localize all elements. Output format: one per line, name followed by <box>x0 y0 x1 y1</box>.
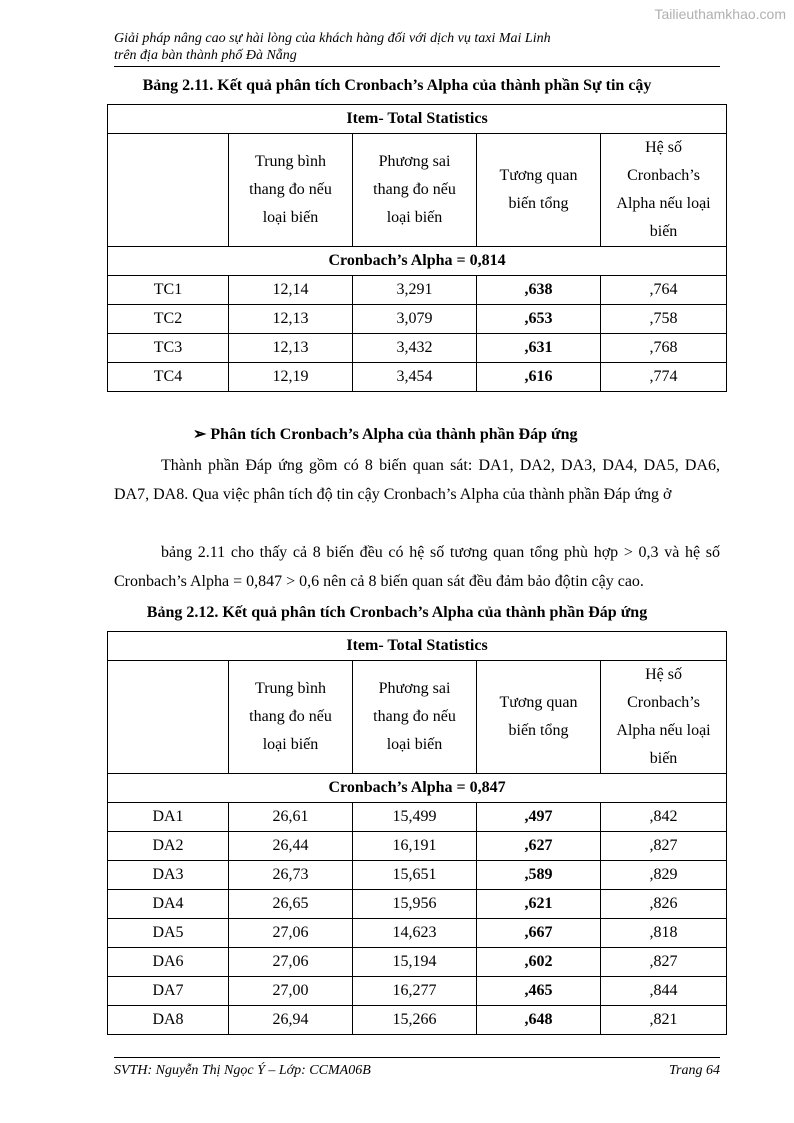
table-cell: 3,079 <box>353 305 477 334</box>
footer-author: SVTH: Nguyễn Thị Ngọc Ý – Lớp: CCMA06B <box>114 1063 371 1078</box>
column-header-line: loại biến <box>386 736 443 753</box>
column-header-line: thang đo nếu <box>249 708 332 725</box>
table-row <box>108 832 727 861</box>
table-cell: 12,14 <box>229 276 353 305</box>
table1-reliability <box>107 104 727 392</box>
watermark: Tailieuthamkhao.com <box>654 6 786 22</box>
table-cell: 16,277 <box>353 977 477 1006</box>
table-cell: ,602 <box>477 948 601 977</box>
table-title: Item- Total Statistics <box>108 105 727 134</box>
variable-code: TC4 <box>108 363 229 392</box>
table-cell: 15,651 <box>353 861 477 890</box>
table-cell: ,589 <box>477 861 601 890</box>
column-header-line: Alpha nếu loại <box>616 195 711 212</box>
table-cell: 26,73 <box>229 861 353 890</box>
table-cell: 12,13 <box>229 334 353 363</box>
column-header <box>477 661 601 774</box>
table-row <box>108 305 727 334</box>
variable-code: DA8 <box>108 1006 229 1035</box>
section-heading-text: Phân tích Cronbach’s Alpha của thành phần Đáp ứng <box>210 426 578 443</box>
column-header-line: Tương quan <box>499 167 578 184</box>
table-row <box>108 861 727 890</box>
table-cell: 15,956 <box>353 890 477 919</box>
table-cell: ,497 <box>477 803 601 832</box>
column-header <box>601 661 727 774</box>
table-cell: 26,61 <box>229 803 353 832</box>
column-header <box>477 134 601 247</box>
column-header-line: Hệ số <box>645 666 682 683</box>
column-header-line: biến <box>649 223 678 240</box>
paragraph-1: Thành phần Đáp ứng gồm có 8 biến quan sát: DA1, DA2, DA3, DA4, DA5, DA6, DA7, DA8. Qua việc phân tích độ tin cậy Cronbach’s Alpha của thành phần Đáp ứng ở <box>114 457 720 503</box>
header-empty-cell <box>108 661 229 774</box>
table-cell: 27,06 <box>229 919 353 948</box>
column-header <box>229 134 353 247</box>
table-cell: ,818 <box>601 919 727 948</box>
table-cell: 26,94 <box>229 1006 353 1035</box>
column-header-line: Phương sai <box>378 680 451 697</box>
column-header-line: Hệ số <box>645 139 682 156</box>
table-cell: ,616 <box>477 363 601 392</box>
variable-code: TC2 <box>108 305 229 334</box>
column-header-line: thang đo nếu <box>373 181 456 198</box>
table-title: Item- Total Statistics <box>108 632 727 661</box>
table-cell: ,827 <box>601 948 727 977</box>
table-cell: ,653 <box>477 305 601 334</box>
table-row <box>108 363 727 392</box>
table-cell: 26,65 <box>229 890 353 919</box>
table-cell: 27,06 <box>229 948 353 977</box>
table-cell: ,821 <box>601 1006 727 1035</box>
table-cell: ,842 <box>601 803 727 832</box>
column-header-line: thang đo nếu <box>249 181 332 198</box>
column-header-line: biến tổng <box>508 195 569 212</box>
footer-page-number: Trang 64 <box>669 1063 720 1078</box>
variable-code: DA1 <box>108 803 229 832</box>
bullet-arrow-icon: ➢ <box>193 426 207 443</box>
table-row <box>108 977 727 1006</box>
variable-code: DA2 <box>108 832 229 861</box>
variable-code: TC1 <box>108 276 229 305</box>
variable-code: DA4 <box>108 890 229 919</box>
table-cell: ,667 <box>477 919 601 948</box>
table-cell: ,648 <box>477 1006 601 1035</box>
column-header-line: biến tổng <box>508 722 569 739</box>
table-cell: ,758 <box>601 305 727 334</box>
table-cell: 3,454 <box>353 363 477 392</box>
table-row <box>108 276 727 305</box>
paragraph-2: bảng 2.11 cho thấy cả 8 biến đều có hệ số tương quan tổng phù hợp > 0,3 và hệ số Cronbach’s Alpha = 0,847 > 0,6 nên cả 8 biến quan sát đều đảm bảo độtin cậy cao. <box>114 544 720 590</box>
header-empty-cell <box>108 134 229 247</box>
table-cell: ,826 <box>601 890 727 919</box>
table-row <box>108 1006 727 1035</box>
column-header <box>353 661 477 774</box>
variable-code: DA3 <box>108 861 229 890</box>
column-header-line: thang đo nếu <box>373 708 456 725</box>
table-cell: ,631 <box>477 334 601 363</box>
table-cell: 26,44 <box>229 832 353 861</box>
column-header-line: Alpha nếu loại <box>616 722 711 739</box>
table-cell: ,844 <box>601 977 727 1006</box>
table-row <box>108 919 727 948</box>
column-header <box>601 134 727 247</box>
table-row <box>108 948 727 977</box>
table-row <box>108 803 727 832</box>
table2-caption: Bảng 2.12. Kết quả phân tích Cronbach’s Alpha của thành phần Đáp ứng <box>146 604 648 621</box>
column-header-line: loại biến <box>262 209 319 226</box>
table1-caption: Bảng 2.11. Kết quả phân tích Cronbach’s Alpha của thành phần Sự tin cậy <box>142 77 652 94</box>
table-cell: 15,194 <box>353 948 477 977</box>
table-cell: ,627 <box>477 832 601 861</box>
column-header-line: loại biến <box>262 736 319 753</box>
page-header <box>114 30 720 67</box>
variable-code: DA6 <box>108 948 229 977</box>
column-header-line: loại biến <box>386 209 443 226</box>
table-cell: ,774 <box>601 363 727 392</box>
column-header-line: Trung bình <box>255 680 326 697</box>
table-cell: ,768 <box>601 334 727 363</box>
table-cell: 12,19 <box>229 363 353 392</box>
table-cell: 12,13 <box>229 305 353 334</box>
table-cell: 3,432 <box>353 334 477 363</box>
table-cell: ,465 <box>477 977 601 1006</box>
table-row <box>108 334 727 363</box>
cronbach-alpha-row: Cronbach’s Alpha = 0,814 <box>108 247 727 276</box>
column-header-line: Trung bình <box>255 153 326 170</box>
cronbach-alpha-row: Cronbach’s Alpha = 0,847 <box>108 774 727 803</box>
column-header-line: Cronbach’s <box>627 167 700 184</box>
column-header-line: biến <box>649 750 678 767</box>
column-header-line: Tương quan <box>499 694 578 711</box>
table-cell: 27,00 <box>229 977 353 1006</box>
table-cell: ,827 <box>601 832 727 861</box>
table-cell: ,638 <box>477 276 601 305</box>
table-cell: ,621 <box>477 890 601 919</box>
table2-responsiveness <box>107 631 727 1035</box>
column-header <box>229 661 353 774</box>
variable-code: DA7 <box>108 977 229 1006</box>
column-header-line: Cronbach’s <box>627 694 700 711</box>
table-row <box>108 890 727 919</box>
table-cell: 3,291 <box>353 276 477 305</box>
table-cell: 16,191 <box>353 832 477 861</box>
page-footer <box>114 1057 720 1079</box>
table-cell: ,764 <box>601 276 727 305</box>
section-heading <box>193 424 577 444</box>
column-header <box>353 134 477 247</box>
column-header-line: Phương sai <box>378 153 451 170</box>
table-cell: 15,266 <box>353 1006 477 1035</box>
variable-code: DA5 <box>108 919 229 948</box>
table-cell: 15,499 <box>353 803 477 832</box>
table-cell: 14,623 <box>353 919 477 948</box>
table-cell: ,829 <box>601 861 727 890</box>
header-line-2: trên địa bàn thành phố Đà Nẵng <box>114 48 297 63</box>
header-line-1: Giải pháp nâng cao sự hài lòng của khách hàng đối với dịch vụ taxi Mai Linh <box>114 31 551 46</box>
variable-code: TC3 <box>108 334 229 363</box>
